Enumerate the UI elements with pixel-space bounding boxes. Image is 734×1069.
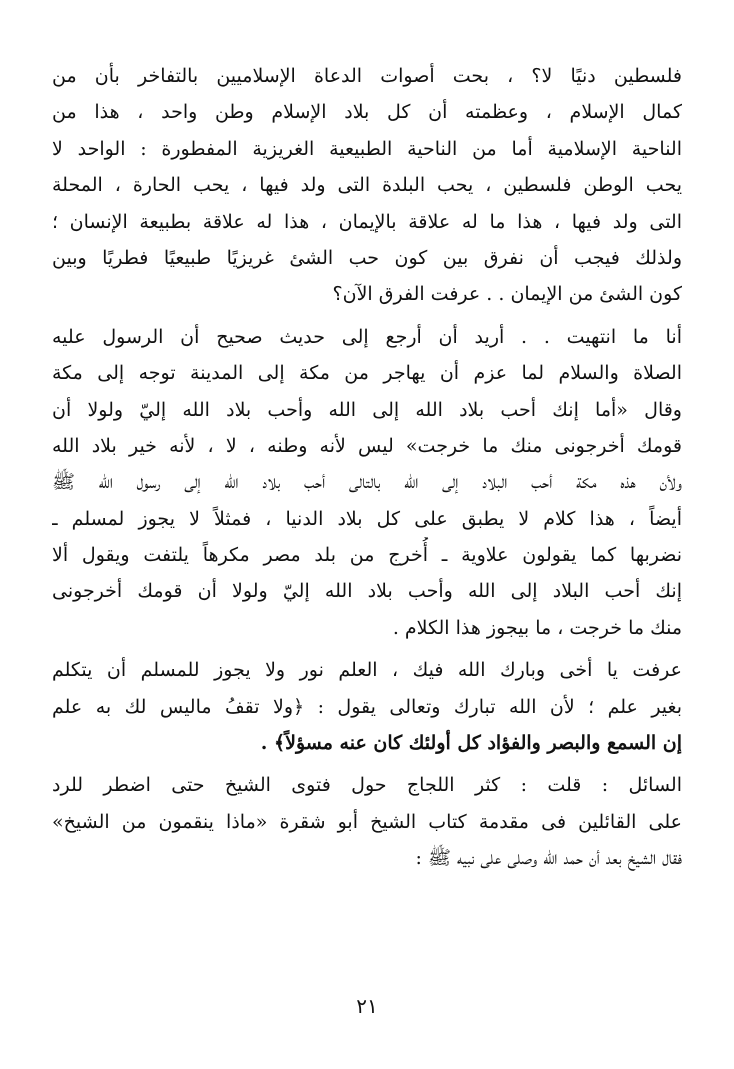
text-line: ولأن هذه مكة أحب البلاد إلى الله بالتالى أحب بلاد الله إلى رسول الله ﷺ (52, 471, 682, 494)
text-line: إنك أحب البلاد إلى الله وأحب بلاد الله إليّ ولولا أن قومك أخرجونى (52, 580, 682, 603)
text-line: نضربها كما يقولون علاوية ـ أُخرج من بلد مصر مكرهاً يلتفت ويقول ألا (52, 544, 682, 567)
text-line: قومك أخرجونى منك ما خرجت» ليس لأنه وطنه ، لا ، لأنه خير بلاد الله (52, 434, 682, 457)
text-line: أنا ما انتهيت . . أريد أن أرجع إلى حديث صحيح أن الرسول عليه (52, 325, 682, 348)
text-line: على القائلين فى مقدمة كتاب الشيخ أبو شقرة «ماذا ينقمون من الشيخ» (52, 810, 682, 833)
text-line: الصلاة والسلام لما عزم أن يهاجر من مكة إلى المدينة توجه إلى مكة (52, 362, 682, 385)
text-line: منك ما خرجت ، ما بيجوز هذا الكلام . (392, 616, 682, 639)
quran-verse-line: إن السمع والبصر والفؤاد كل أولئك كان عنه مسؤلاً﴾ . (260, 732, 682, 755)
text-line: يحب الوطن فلسطين ، يحب البلدة التى ولد فيها ، يحب الحارة ، المحلة (52, 174, 682, 197)
page-number: ٢١ (356, 994, 378, 1018)
text-line: فقال الشيخ بعد أن حمد الله وصلى على نبيه ﷺ : (415, 847, 682, 870)
text-line: عرفت يا أخى وبارك الله فيك ، العلم نور ولا يجوز للمسلم أن يتكلم (52, 659, 682, 682)
text-line: أيضاً ، هذا كلام لا يطبق على كل بلاد الدنيا ، فمثلاً لا يجوز لمسلم ـ (52, 507, 682, 530)
text-line: كمال الإسلام ، وعظمته أن كل بلاد الإسلام وطن واحد ، هذا من (52, 101, 682, 124)
text-line: السائل : قلت : كثر اللجاج حول فتوى الشيخ حتى اضطر للرد (52, 774, 682, 797)
text-line: التى ولد فيها ، هذا ما له علاقة بالإيمان ، هذا له علاقة بطبيعة الإنسان ؛ (52, 210, 682, 233)
text-line: كون الشئ من الإيمان . . عرفت الفرق الآن؟ (332, 283, 682, 306)
text-line: فلسطين دنيًا لا؟ ، بحت أصوات الدعاة الإسلاميين بالتفاخر بأن من (52, 65, 682, 87)
text-line: الناحية الإسلامية أما من الناحية الطبيعية الغريزية المفطورة : الواحد لا (52, 137, 682, 160)
body-text (52, 58, 682, 877)
text-line: ولذلك فيجب أن نفرق بين كون حب الشئ غريزيًا طبيعيًا فطريًا وبين (52, 246, 682, 269)
text-line: وقال «أما إنك أحب بلاد الله إلى الله وأحب بلاد الله إليّ ولولا أن (52, 398, 682, 421)
text-line: بغير علم ؛ لأن الله تبارك وتعالى يقول : ﴿ولا تقفُ ماليس لك به علم (52, 695, 682, 718)
